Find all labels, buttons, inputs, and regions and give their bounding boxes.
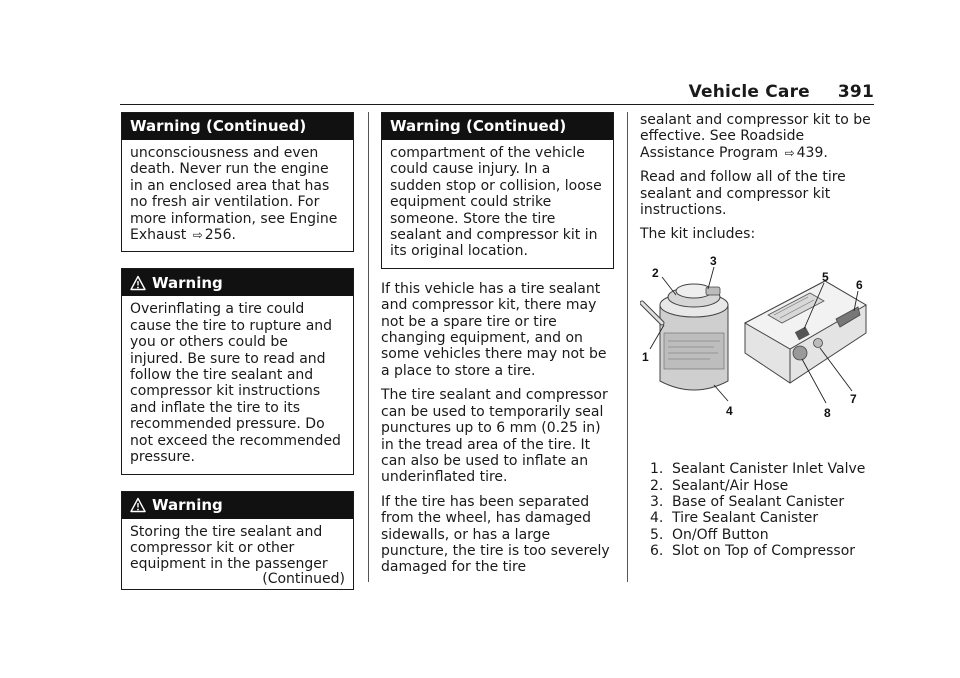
continued-label: (Continued) — [262, 570, 345, 587]
column-divider — [368, 112, 369, 582]
warning-triangle-icon — [130, 497, 146, 513]
warning-box-title: Warning — [122, 492, 353, 519]
list-item: 4. Tire Sealant Canister — [650, 510, 819, 527]
warning-box-title: Warning — [122, 269, 353, 296]
column-divider — [627, 112, 628, 582]
warning-triangle-icon — [130, 275, 146, 291]
warning-box-title: Warning (Continued) — [122, 113, 353, 140]
list-item: 5. On/Off Button — [650, 526, 769, 543]
body-paragraph: The kit includes: — [640, 226, 756, 243]
callout-3: 3 — [710, 253, 717, 268]
callout-1: 1 — [642, 349, 649, 364]
page-ref-icon: ⇨ — [192, 228, 203, 243]
column-1 — [121, 112, 354, 606]
callout-4: 4 — [726, 403, 733, 418]
column-3 — [640, 112, 876, 560]
list-item: 3. Base of Sealant Canister — [650, 494, 845, 511]
column-2 — [381, 112, 614, 584]
page-ref-link[interactable]: 256. — [204, 227, 236, 244]
callout-7: 7 — [850, 391, 857, 406]
callout-6: 6 — [856, 277, 863, 292]
page-header — [120, 80, 874, 104]
body-paragraph: sealant and compressor kit to be effective. See Roadside Assistance Program ⇨ 439. — [640, 112, 871, 161]
page-ref-icon: ⇨ — [784, 145, 795, 160]
callout-8: 8 — [824, 405, 831, 420]
tire-sealant-kit-diagram — [640, 253, 876, 439]
warning-box-title: Warning (Continued) — [382, 113, 613, 140]
warning-box-continued — [381, 112, 614, 269]
body-paragraph: If the tire has been separated from the wheel, has damaged sidewalls, or has a large puncture, the tire is too severely damaged for the tire — [381, 493, 610, 576]
compressor-illustration — [745, 281, 866, 383]
warning-box-overinflation — [121, 268, 354, 474]
kit-parts-list — [640, 461, 876, 559]
warning-box-body: Storing the tire sealant and compressor kit or other equipment in the passenger (Continued) — [130, 523, 345, 587]
warning-box-body: compartment of the vehicle could cause injury. In a sudden stop or collision, loose equipment could strike someone. Store the tire sealant and compressor kit in its original location. — [390, 145, 602, 260]
page-number: 391 — [837, 82, 874, 102]
callout-5: 5 — [822, 269, 829, 284]
page-ref-link[interactable]: 439. — [796, 144, 828, 161]
warning-box-body: Overinflating a tire could cause the tire to rupture and you or others could be injured. Be sure to read and follow the tire sealant and compressor kit instructions and inflate the tire to its recommended pressure. Do not exceed the recommended pressure. — [130, 301, 341, 466]
warning-box-continued — [121, 112, 354, 252]
header-rule — [120, 104, 874, 105]
callout-2: 2 — [652, 265, 659, 280]
list-item: 1. Sealant Canister Inlet Valve — [650, 461, 866, 478]
body-paragraph: If this vehicle has a tire sealant and compressor kit, there may not be a spare tire or tire changing equipment, and on some vehicles there may not be a place to store a tire. — [381, 280, 607, 379]
warning-box-body: unconsciousness and even death. Never run the engine in an enclosed area that has no fresh air ventilation. For more information, see Engine Exhaust ⇨ 256. — [130, 145, 338, 244]
list-item: 2. Sealant/Air Hose — [650, 477, 789, 494]
body-paragraph: The tire sealant and compressor can be used to temporarily seal punctures up to 6 mm (0.25 in) in the tread area of the tire. It can also be used to inflate an underinflated tire. — [381, 387, 608, 486]
list-item: 6. Slot on Top of Compressor — [650, 543, 856, 560]
section-title: Vehicle Care — [688, 82, 810, 102]
sealant-canister-illustration — [642, 284, 728, 390]
warning-box-storage — [121, 491, 354, 591]
body-paragraph: Read and follow all of the tire sealant and compressor kit instructions. — [640, 169, 846, 219]
